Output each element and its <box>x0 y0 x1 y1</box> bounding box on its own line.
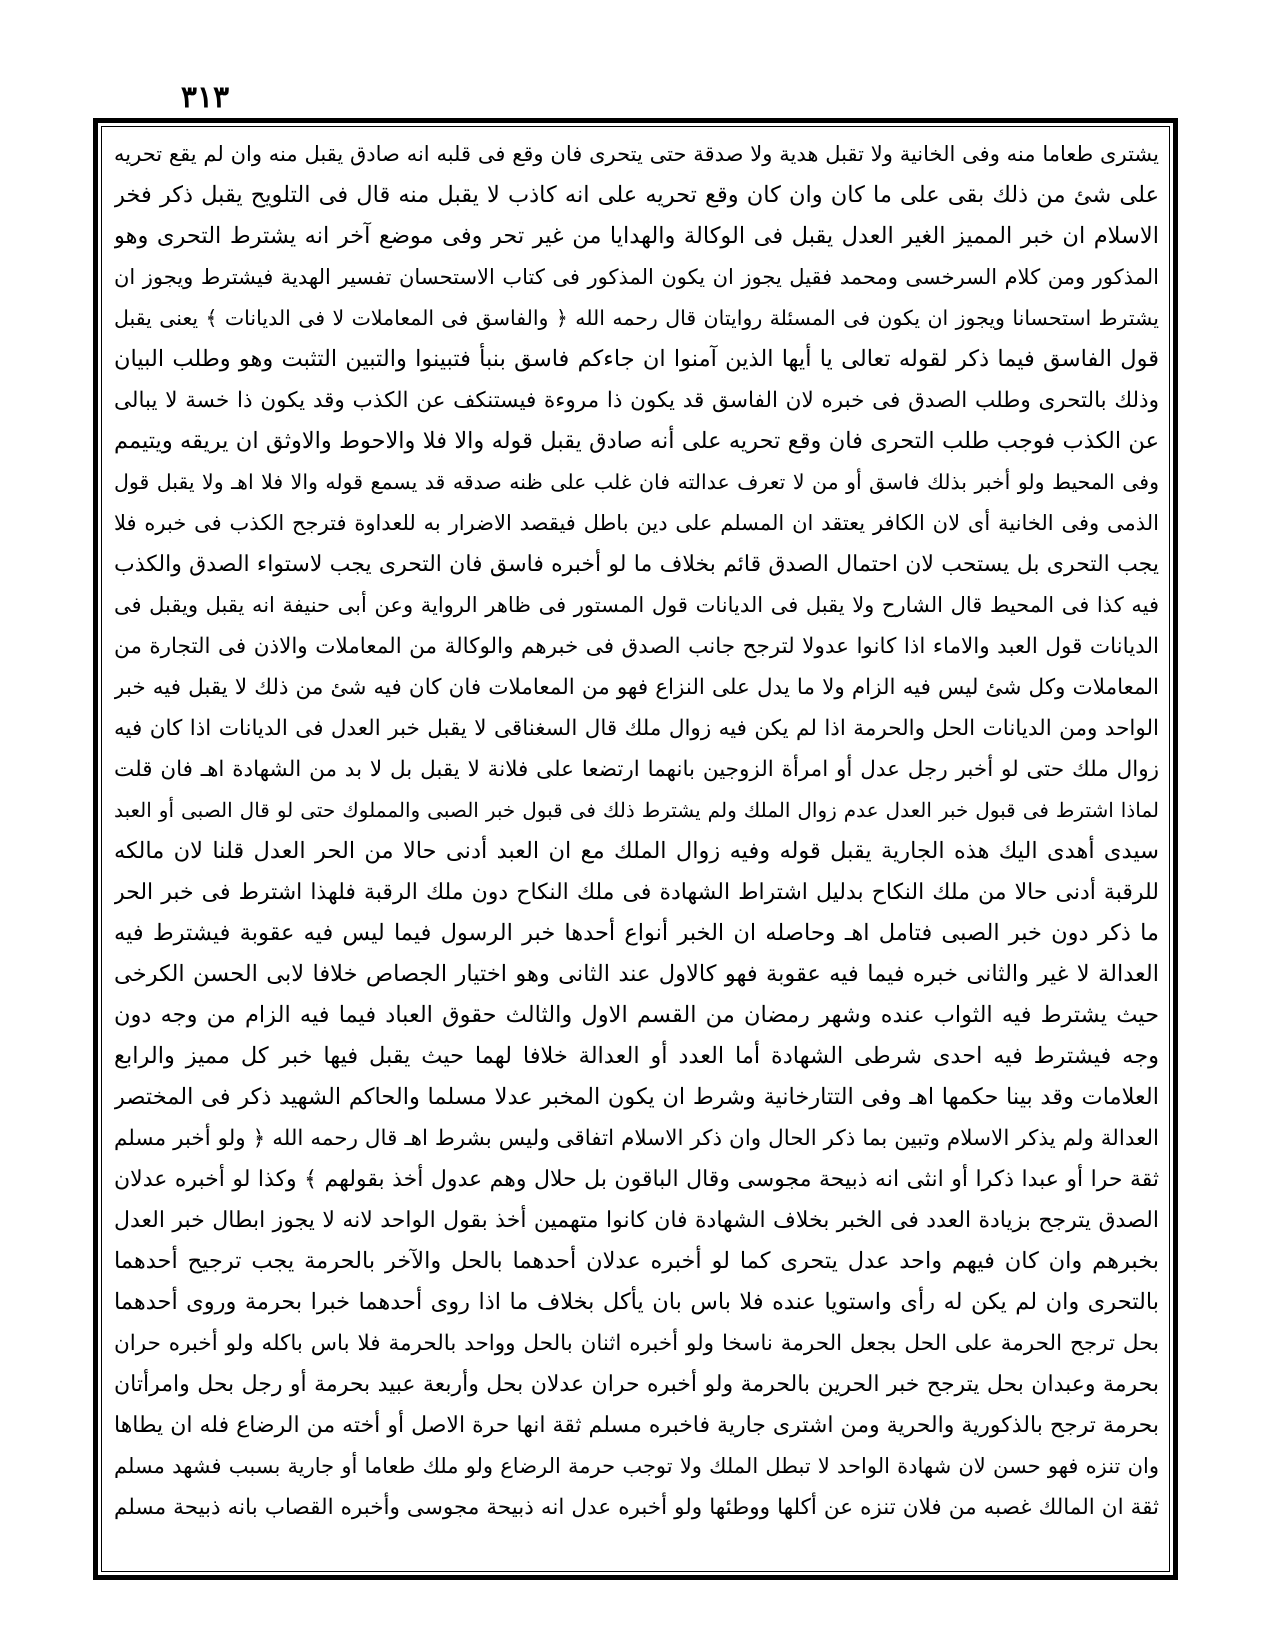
text-line: عن الكذب فوجب طلب التحرى فان وقع تحريه على أنه صادق يقبل قوله والا فلا والاحوط والاوثق ان يريقه ويتيمم <box>114 428 1159 454</box>
text-line: بحرمة وعبدان بحل يترجح خبر الحرين بالحرمة ولو أخبره حران عدلان بحل وأربعة عبيد بحرمة أو رجل بحل وامرأتان <box>114 1372 1159 1397</box>
text-line: الواحد ومن الديانات الحل والحرمة اذا لم يكن فيه زوال ملك قال السغناقى لا يقبل خبر العدل فى الديانات اذا كان فيه <box>114 716 1159 741</box>
text-line: زوال ملك حتى لو أخبر رجل عدل أو امرأة الزوجين بانهما ارتضعا على فلانة لا يقبل بل لا بد من الشهادة اهـ فان قلت <box>114 757 1159 782</box>
text-line: لماذا اشترط فى قبول خبر العدل عدم زوال الملك ولم يشترط ذلك فى قبول خبر الصبى والمملوك حتى لو قال الصبى أو العبد <box>114 798 1159 822</box>
text-line: وان تنزه فهو حسن لان شهادة الواحد لا تبطل الملك ولا توجب حرمة الرضاع ولو ملك طعاما أو جارية بسبب فشهد مسلم <box>114 1454 1159 1478</box>
page-number: ٣١٣ <box>180 80 230 115</box>
text-line: بحرمة ترجح بالذكورية والحرية ومن اشترى جارية فاخبره مسلم ثقة انها حرة الاصل أو أخته من الرضاع فله ان يطاها <box>114 1413 1159 1438</box>
text-line: العدالة لا غير والثانى خبره فيما فيه عقوبة فهو كالاول عند الثانى وهو اختيار الجصاص خلافا لابى الحسن الكرخى <box>114 961 1159 987</box>
text-line: للرقبة أدنى حالا من ملك النكاح بدليل اشتراط الشهادة فى ملك النكاح دون ملك الرقبة فلهذا اشترط فى خبر الحر <box>114 880 1159 905</box>
text-line: المذكور ومن كلام السرخسى ومحمد فقيل يجوز ان يكون المذكور فى كتاب الاستحسان تفسير الهدية فيشترط ويجوز ان <box>114 265 1159 289</box>
text-line: يجب التحرى بل يستحب لان احتمال الصدق قائم بخلاف ما لو أخبره فاسق فان التحرى يجب لاستواء الصدق والكذب <box>114 552 1159 577</box>
text-line: بحل ترجح الحرمة على الحل بجعل الحرمة ناسخا ولو أخبره اثنان بالحل وواحد بالحرمة فلا باس باكله ولو أخبره حران <box>114 1331 1159 1356</box>
text-line: وفى المحيط ولو أخبر بذلك فاسق أو من لا تعرف عدالته فان غلب على ظنه صدقه قد يسمع قوله والا فلا اهـ ولا يقبل قول <box>114 470 1159 494</box>
text-line: بالتحرى وان لم يكن له رأى واستويا عنده فلا باس بان يأكل بخلاف ما اذا روى أحدهما خبرا بحرمة وروى أحدهما <box>114 1289 1159 1315</box>
text-line: العلامات وقد بينا حكمها اهـ وفى التتارخانية وشرط ان يكون المخبر عدلا مسلما والحاكم الشهيد ذكر فى المختصر <box>114 1084 1159 1110</box>
text-line: وجه فيشترط فيه احدى شرطى الشهادة أما العدد أو العدالة خلافا لهما حيث يقبل فيها خبر كل مميز والرابع <box>114 1043 1159 1069</box>
text-line: الاسلام ان خبر المميز الغير العدل يقبل فى الوكالة والهدايا من غير تحر وفى موضع آخر انه يشترط التحرى وهو <box>114 223 1159 249</box>
text-line: وذلك بالتحرى وطلب الصدق فى خبره لان الفاسق قد يكون ذا مروءة فيستنكف عن الكذب وقد يكون ذا خسة لا يبالى <box>114 388 1159 413</box>
text-line: على شئ من ذلك بقى على ما كان وان كان وقع تحريه على انه كاذب لا يقبل منه قال فى التلويح يقبل ذكر فخر <box>114 182 1159 208</box>
text-line: فيه كذا فى المحيط قال الشارح ولا يقبل فى الديانات قول المستور فى ظاهر الرواية وعن أبى حنيفة انه يقبل ويقبل فى <box>114 593 1159 617</box>
text-line: الصدق يترجح بزيادة العدد فى الخبر بخلاف الشهادة فان كانوا متهمين أخذ بقول الواحد لانه لا يجوز ابطال خبر العدل <box>114 1208 1159 1233</box>
text-line: الذمى وفى الخانية أى لان الكافر يعتقد ان المسلم على دين باطل فيقصد الاضرار به للعداوة فترجح الكذب فى خبره فلا <box>114 511 1159 535</box>
text-line: العدالة ولم يذكر الاسلام وتبين بما ذكر الحال وان ذكر الاسلام اتفاقى وليس بشرط اهـ قال رحمه الله ﴿ ولو أخبر مسلم <box>114 1126 1159 1151</box>
text-line: ثقة حرا أو عبدا ذكرا أو انثى انه ذبيحة مجوسى وقال الباقون بل حلال وهم عدول أخذ بقولهم ﴾ وكذا لو أخبره عدلان <box>114 1167 1159 1192</box>
page-text-block <box>114 134 1159 1564</box>
text-line: ثقة ان المالك غصبه من فلان تنزه عن أكلها ووطئها ولو أخبره عدل انه ذبيحة مجوسى وأخبره القصاب بانه ذبيحة مسلم <box>114 1495 1159 1520</box>
text-line: حيث يشترط فيه الثواب عنده وشهر رمضان من القسم الاول والثالث حقوق العباد فيما فيه الزام من وجه دون <box>114 1002 1159 1028</box>
text-line: ما ذكر دون خبر الصبى فتامل اهـ وحاصله ان الخبر أنواع أحدها خبر الرسول فيما ليس فيه عقوبة فيشترط فيه <box>114 920 1159 946</box>
text-line: يشترط استحسانا ويجوز ان يكون فى المسئلة روايتان قال رحمه الله ﴿ والفاسق فى المعاملات لا فى الديانات ﴾ يعنى يقبل <box>114 306 1159 330</box>
text-line: الديانات قول العبد والاماء اذا كانوا عدولا لترجح جانب الصدق فى خبرهم والوكالة من المعاملات والاذن فى التجارة من <box>114 634 1159 659</box>
text-line: قول الفاسق فيما ذكر لقوله تعالى يا أيها الذين آمنوا ان جاءكم فاسق بنبأ فتبينوا والتبين التثبت وهو وطلب البيان <box>114 346 1159 372</box>
text-line: بخبرهم وان كان فيهم واحد عدل يتحرى كما لو أخبره عدلان أحدهما بالحل والآخر بالحرمة يجب ترجيح أحدهما <box>114 1248 1159 1274</box>
text-line: المعاملات وكل شئ ليس فيه الزام ولا ما يدل على النزاع فهو من المعاملات فان كان فيه شئ من ذلك لا يقبل فيه خبر <box>114 675 1159 700</box>
text-line: يشترى طعاما منه وفى الخانية ولا تقبل هدية ولا صدقة حتى يتحرى فان وقع فى قلبه انه صادق يقبل منه وان لم يقع تحريه <box>114 142 1159 166</box>
text-line: سيدى أهدى اليك هذه الجارية يقبل قوله وفيه زوال الملك مع ان العبد أدنى حالا من الحر العدل قلنا لان مالكه <box>114 838 1159 864</box>
